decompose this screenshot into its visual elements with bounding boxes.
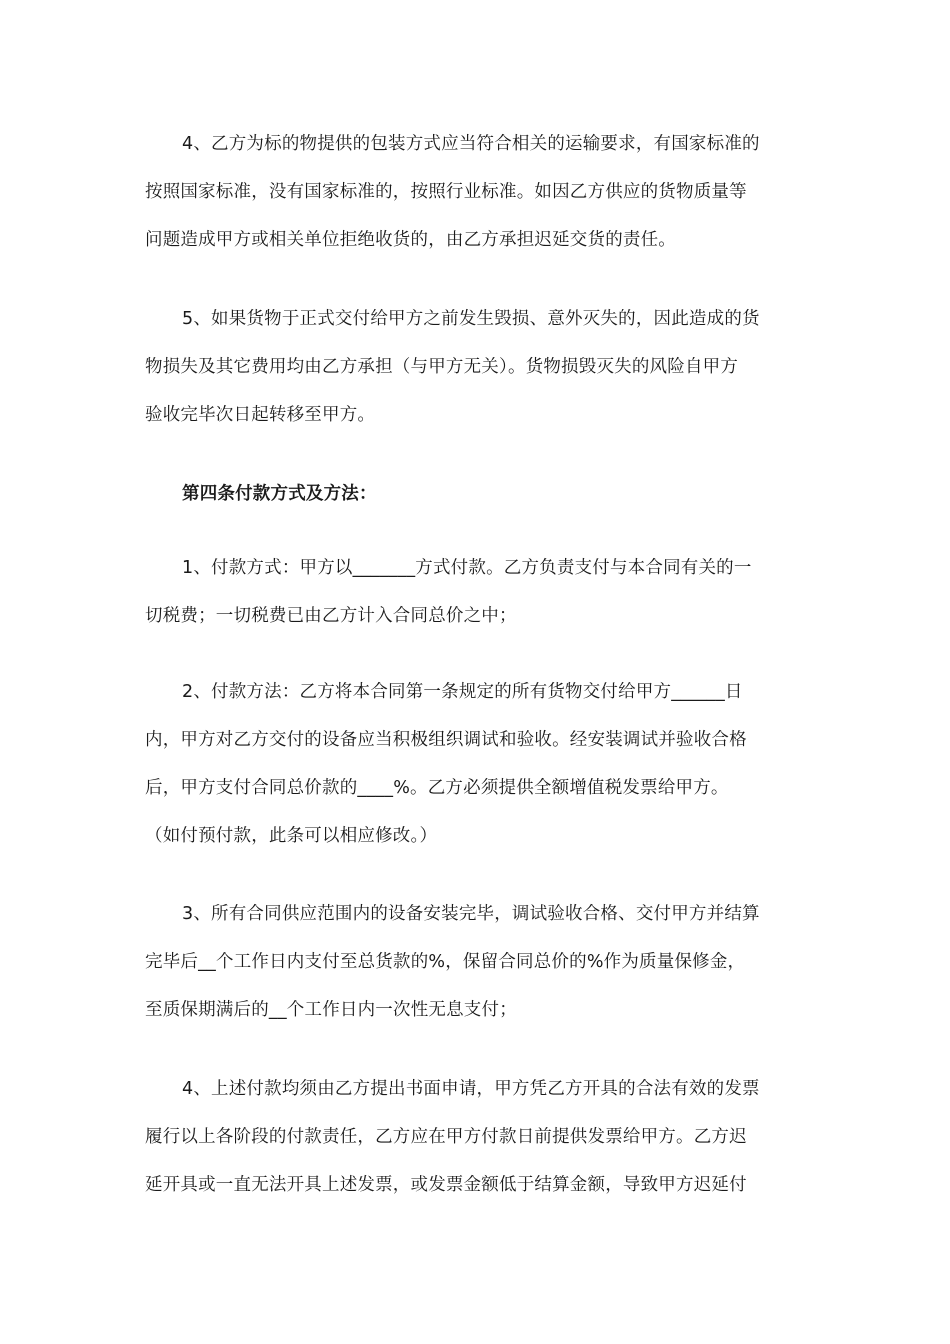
text-line: 验收完毕次日起转移至甲方。 [145, 405, 376, 425]
paragraph-payment-method [145, 544, 810, 640]
text-line: （如付预付款，此条可以相应修改。） [145, 826, 438, 846]
text-line: 4、乙方为标的物提供的包装方式应当符合相关的运输要求，有国家标准的 [182, 134, 760, 154]
text-line: 3、所有合同供应范围内的设备安装完毕，调试验收合格、交付甲方并结算 [182, 904, 760, 924]
article-heading [145, 470, 810, 518]
text-line: 后，甲方支付合同总价款的____%。乙方必须提供全额增值税发票给甲方。 [145, 778, 729, 798]
text-line: 完毕后__个工作日内支付至总货款的%，保留合同总价的%作为质量保修金， [145, 952, 746, 972]
text-line: 内，甲方对乙方交付的设备应当积极组织调试和验收。经安装调试并验收合格 [145, 730, 747, 750]
text-line: 1、付款方式：甲方以_______方式付款。乙方负责支付与本合同有关的一 [182, 558, 752, 578]
paragraph-payment-procedure [145, 668, 810, 860]
text-line: 5、如果货物于正式交付给甲方之前发生毁损、意外灭失的，因此造成的货 [182, 309, 760, 329]
text-line: 物损失及其它费用均由乙方承担（与甲方无关）。货物损毁灭失的风险自甲方 [145, 357, 739, 377]
paragraph-invoice [145, 1065, 810, 1209]
text-line: 问题造成甲方或相关单位拒绝收货的，由乙方承担迟延交货的责任。 [145, 230, 676, 250]
text-line: 切税费；一切税费已由乙方计入合同总价之中； [145, 606, 517, 626]
paragraph-settlement [145, 890, 810, 1034]
paragraph-packaging [145, 120, 810, 264]
text-line: 延开具或一直无法开具上述发票，或发票金额低于结算金额，导致甲方迟延付 [145, 1175, 747, 1195]
text-line: 至质保期满后的__个工作日内一次性无息支付； [145, 1000, 517, 1020]
text-line: 按照国家标准，没有国家标准的，按照行业标准。如因乙方供应的货物质量等 [145, 182, 747, 202]
text-line: 2、付款方法：乙方将本合同第一条规定的所有货物交付给甲方______日 [182, 682, 743, 702]
text-line: 履行以上各阶段的付款责任，乙方应在甲方付款日前提供发票给甲方。乙方迟 [145, 1127, 747, 1147]
article-title: 第四条付款方式及方法： [182, 484, 377, 504]
text-line: 4、上述付款均须由乙方提出书面申请，甲方凭乙方开具的合法有效的发票 [182, 1079, 760, 1099]
paragraph-risk-transfer [145, 295, 810, 439]
